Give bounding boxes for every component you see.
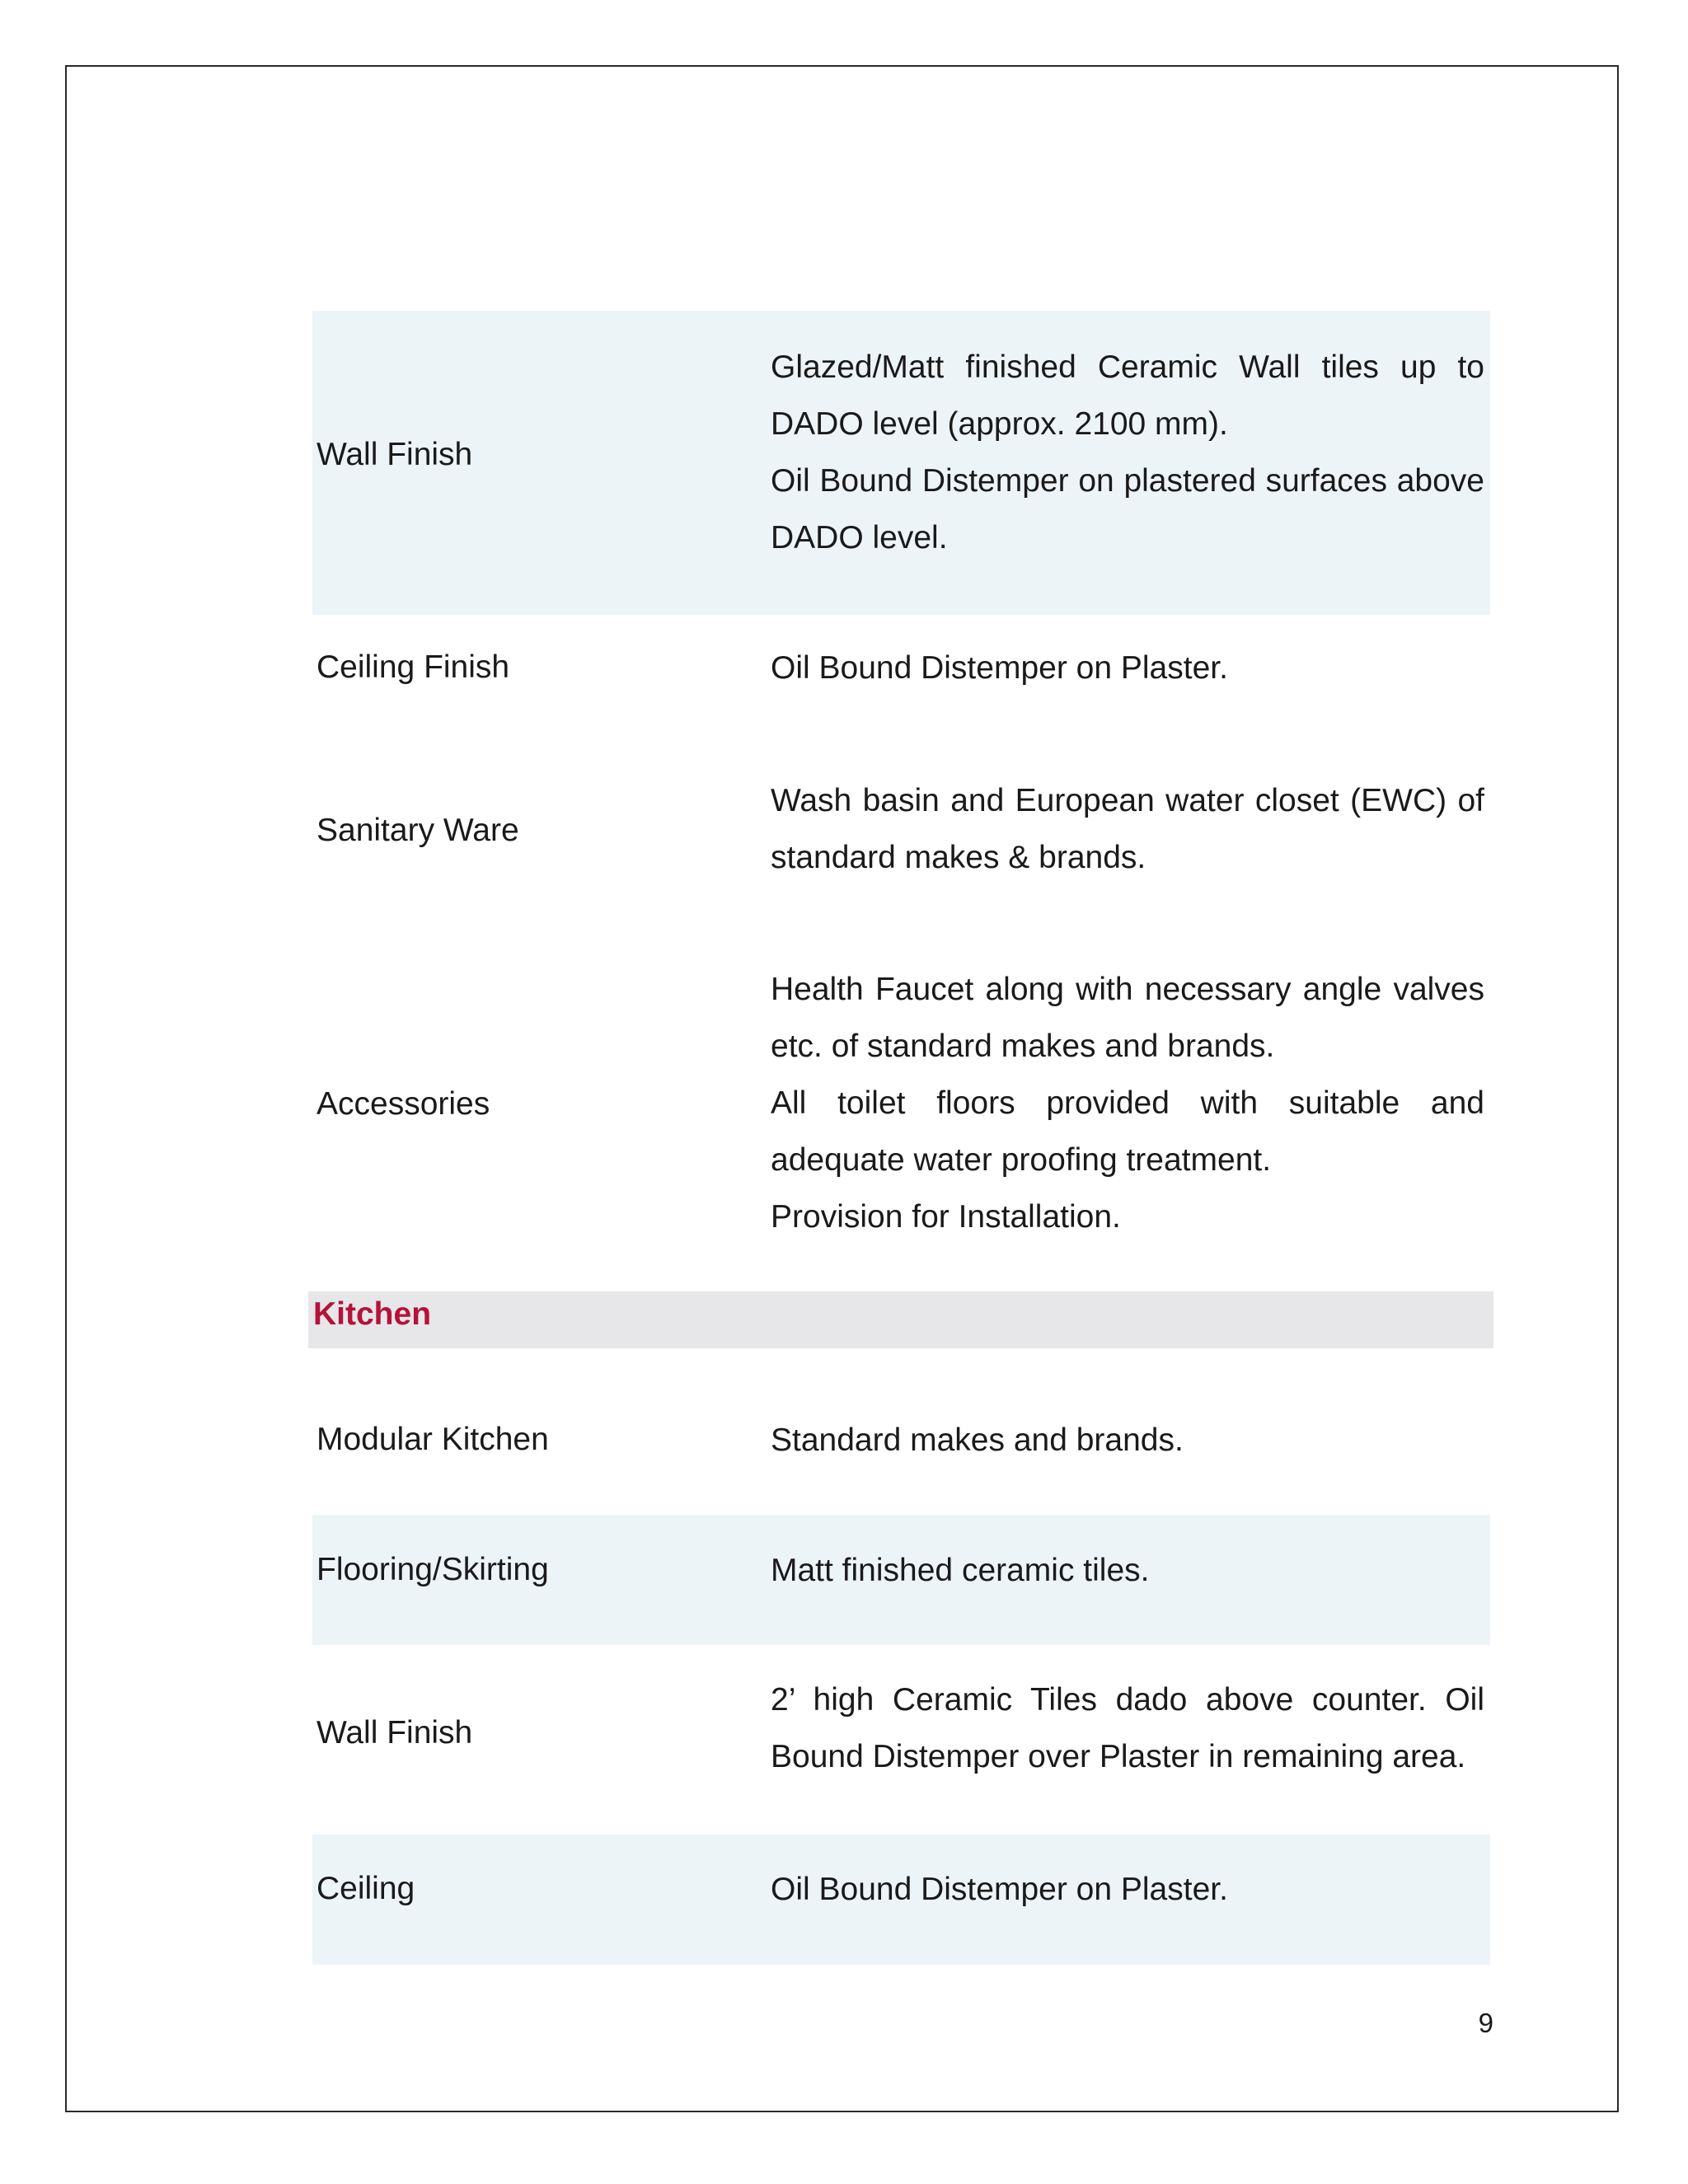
spec-value-line: Oil Bound Distemper on plastered surfaces above DADO level. <box>771 463 1484 555</box>
page-number: 9 <box>1478 2008 1493 2038</box>
spec-label: Modular Kitchen <box>316 1422 549 1457</box>
spec-value-line: All toilet floors provided with suitable and adequate water proofing treatment. <box>771 1085 1484 1178</box>
spec-row-flooring-skirting <box>312 1515 1490 1645</box>
spec-value <box>771 1671 1484 1785</box>
section-header-kitchen <box>308 1291 1493 1348</box>
spec-label: Wall Finish <box>316 1715 473 1750</box>
spec-label: Ceiling <box>316 1871 415 1906</box>
spec-value <box>771 339 1484 566</box>
spec-value <box>771 640 1484 696</box>
spec-value <box>771 1542 1484 1599</box>
spec-value-line: Oil Bound Distemper on Plaster. <box>771 650 1228 686</box>
spec-value-line: Wash basin and European water closet (EWC) of standard makes & brands. <box>771 783 1484 875</box>
spec-label: Ceiling Finish <box>316 649 510 685</box>
spec-label: Wall Finish <box>316 437 473 472</box>
spec-label: Flooring/Skirting <box>316 1552 549 1587</box>
spec-value <box>771 772 1484 886</box>
spec-value-line: Matt finished ceramic tiles. <box>771 1553 1150 1588</box>
spec-row-kitchen-wall-finish <box>312 1645 1490 1835</box>
spec-row-accessories <box>312 933 1490 1283</box>
spec-row-modular-kitchen <box>312 1385 1490 1515</box>
spec-row-ceiling <box>312 1835 1490 1965</box>
spec-row-wall-finish <box>312 311 1490 615</box>
spec-label: Sanitary Ware <box>316 813 519 848</box>
spec-value-line: Oil Bound Distemper on Plaster. <box>771 1872 1228 1907</box>
spec-label: Accessories <box>316 1086 490 1122</box>
spec-value-line: Provision for Installation. <box>771 1199 1121 1235</box>
spec-value-line: 2’ high Ceramic Tiles dado above counter. Oil Bound Distemper over Plaster in remaining area. <box>771 1682 1484 1774</box>
spec-value-line: Standard makes and brands. <box>771 1422 1184 1458</box>
spec-row-sanitary-ware <box>312 745 1490 933</box>
spec-value <box>771 1861 1484 1918</box>
spec-value-line: Glazed/Matt finished Ceramic Wall tiles up to DADO level (approx. 2100 mm). <box>771 349 1484 442</box>
spec-value <box>771 1412 1484 1469</box>
spec-value-line: Health Faucet along with necessary angle valves etc. of standard makes and brands. <box>771 972 1484 1064</box>
section-title: Kitchen <box>313 1296 432 1332</box>
spec-value <box>771 961 1484 1245</box>
spec-row-ceiling-finish <box>312 615 1490 745</box>
